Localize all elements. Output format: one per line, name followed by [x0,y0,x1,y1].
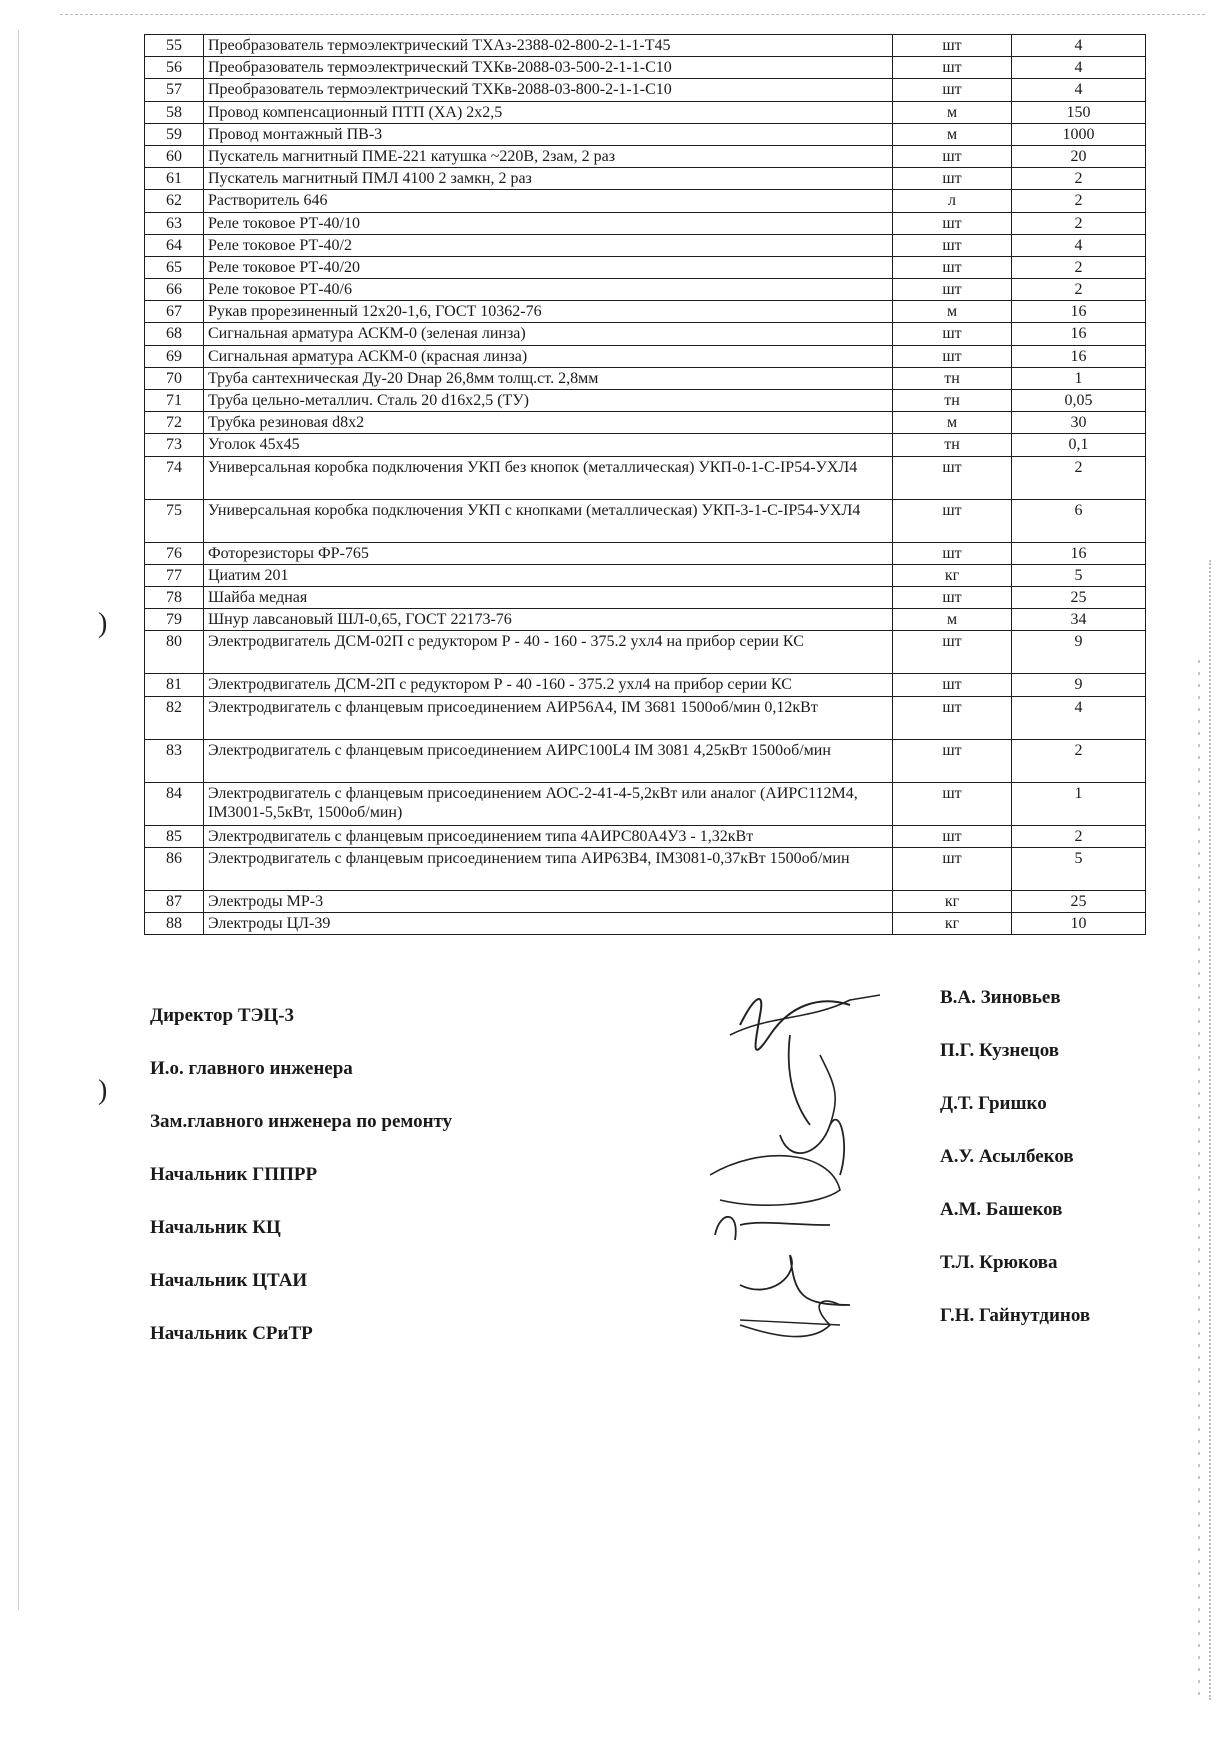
item-name: Электродвигатель с фланцевым присоединением типа АИР63В4, IM3081-0,37кВт 1500об/мин [204,847,893,890]
item-unit: шт [893,825,1012,847]
table-row [145,434,1146,456]
item-name: Фоторезисторы ФР-765 [204,542,893,564]
item-quantity: 16 [1012,323,1146,345]
table-row [145,499,1146,542]
row-number: 83 [145,739,204,782]
table-row [145,912,1146,934]
row-number: 88 [145,912,204,934]
row-number: 75 [145,499,204,542]
signatory-title: Начальник КЦ [150,1217,281,1238]
stray-mark-2: ) [98,1075,108,1106]
item-name: Электродвигатель с фланцевым присоединением АИРС100L4 IM 3081 4,25кВт 1500об/мин [204,739,893,782]
item-unit: шт [893,739,1012,782]
scan-edge-right [1209,560,1211,1700]
signature-row [150,1252,1110,1300]
row-number: 72 [145,412,204,434]
item-unit: шт [893,847,1012,890]
row-number: 60 [145,145,204,167]
item-name: Шайба медная [204,586,893,608]
item-name: Электродвигатель с фланцевым присоединением АИР56А4, IM 3681 1500об/мин 0,12кВт [204,696,893,739]
signatory-title: Директор ТЭЦ-3 [150,1005,295,1026]
table-row [145,367,1146,389]
item-quantity: 0,05 [1012,390,1146,412]
row-number: 85 [145,825,204,847]
table-row [145,190,1146,212]
item-quantity: 6 [1012,499,1146,542]
item-name: Провод компенсационный ПТП (ХА) 2х2,5 [204,101,893,123]
signatory-title: Начальник ГППРР [150,1164,318,1185]
table-row [145,564,1146,586]
item-quantity: 0,1 [1012,434,1146,456]
item-unit: шт [893,345,1012,367]
item-unit: шт [893,234,1012,256]
item-unit: кг [893,890,1012,912]
item-name: Провод монтажный ПВ-3 [204,123,893,145]
row-number: 56 [145,57,204,79]
row-number: 73 [145,434,204,456]
item-name: Труба сантехническая Ду-20 Dнар 26,8мм толщ.ст. 2,8мм [204,367,893,389]
item-name: Сигнальная арматура АСКМ-0 (зеленая линза) [204,323,893,345]
row-number: 63 [145,212,204,234]
signatory-name: Д.Т. Гришко [940,1093,1047,1114]
item-quantity: 20 [1012,145,1146,167]
row-number: 68 [145,323,204,345]
item-unit: шт [893,542,1012,564]
signatory-name: В.А. Зиновьев [940,987,1061,1008]
item-name: Уголок 45х45 [204,434,893,456]
item-quantity: 2 [1012,190,1146,212]
table-row [145,542,1146,564]
item-quantity: 25 [1012,586,1146,608]
item-unit: шт [893,782,1012,825]
row-number: 77 [145,564,204,586]
item-name: Электродвигатель с фланцевым присоединением типа 4АИРС80А4У3 - 1,32кВт [204,825,893,847]
row-number: 59 [145,123,204,145]
item-quantity: 4 [1012,696,1146,739]
item-name: Электродвигатель ДСМ-02П с редуктором Р - 40 - 160 - 375.2 ухл4 на прибор серии КС [204,631,893,674]
row-number: 66 [145,279,204,301]
table-row [145,390,1146,412]
row-number: 76 [145,542,204,564]
table-row [145,825,1146,847]
signatory-name: Г.Н. Гайнутдинов [940,1305,1091,1326]
signature-row [150,1146,1110,1194]
item-name: Электроды МР-3 [204,890,893,912]
item-name: Шнур лавсановый ШЛ-0,65, ГОСТ 22173-76 [204,609,893,631]
item-unit: шт [893,499,1012,542]
item-name: Растворитель 646 [204,190,893,212]
item-unit: м [893,301,1012,323]
item-name: Рукав прорезиненный 12х20-1,6, ГОСТ 10362-76 [204,301,893,323]
item-name: Пускатель магнитный ПМЛ 4100 2 замкн, 2 раз [204,168,893,190]
item-quantity: 5 [1012,564,1146,586]
table-row [145,631,1146,674]
item-unit: кг [893,564,1012,586]
table-row [145,79,1146,101]
item-name: Преобразователь термоэлектрический ТХКв-2088-03-800-2-1-1-С10 [204,79,893,101]
row-number: 65 [145,256,204,278]
row-number: 81 [145,674,204,696]
signatory-title: Зам.главного инженера по ремонту [150,1111,453,1132]
signature-row [150,1199,1110,1247]
item-name: Преобразователь термоэлектрический ТХАз-2388-02-800-2-1-1-Т45 [204,35,893,57]
row-number: 55 [145,35,204,57]
item-unit: шт [893,279,1012,301]
item-name: Трубка резиновая d8х2 [204,412,893,434]
item-name: Труба цельно-металлич. Сталь 20 d16х2,5 (ТУ) [204,390,893,412]
signature-row [150,1305,1110,1353]
table-row [145,456,1146,499]
table-row [145,35,1146,57]
item-name: Реле токовое РТ-40/2 [204,234,893,256]
signatory-name: А.М. Башеков [940,1199,1063,1220]
item-unit: шт [893,323,1012,345]
item-quantity: 1000 [1012,123,1146,145]
row-number: 71 [145,390,204,412]
item-unit: тн [893,390,1012,412]
item-quantity: 1 [1012,782,1146,825]
stray-mark-1: ) [98,608,108,639]
item-quantity: 2 [1012,168,1146,190]
row-number: 67 [145,301,204,323]
item-quantity: 34 [1012,609,1146,631]
item-unit: тн [893,434,1012,456]
item-unit: шт [893,35,1012,57]
item-unit: шт [893,145,1012,167]
signature-row [150,987,1110,1035]
item-unit: л [893,190,1012,212]
table-row [145,345,1146,367]
item-name: Электродвигатель ДСМ-2П с редуктором Р - 40 -160 - 375.2 ухл4 на прибор серии КС [204,674,893,696]
item-quantity: 16 [1012,542,1146,564]
item-name: Реле токовое РТ-40/20 [204,256,893,278]
item-unit: шт [893,57,1012,79]
row-number: 70 [145,367,204,389]
item-quantity: 2 [1012,456,1146,499]
row-number: 80 [145,631,204,674]
table-row [145,782,1146,825]
item-quantity: 4 [1012,35,1146,57]
row-number: 57 [145,79,204,101]
table-row [145,847,1146,890]
table-row [145,101,1146,123]
table-row [145,696,1146,739]
table-row [145,412,1146,434]
item-quantity: 16 [1012,345,1146,367]
row-number: 64 [145,234,204,256]
signature-row [150,1040,1110,1088]
signatory-name: А.У. Асылбеков [940,1146,1074,1167]
scan-edge-top [60,14,1205,15]
scan-noise-dots [1195,660,1203,1700]
item-name: Циатим 201 [204,564,893,586]
table-row [145,301,1146,323]
row-number: 82 [145,696,204,739]
item-unit: кг [893,912,1012,934]
table-row [145,145,1146,167]
item-quantity: 4 [1012,79,1146,101]
row-number: 78 [145,586,204,608]
item-unit: тн [893,367,1012,389]
signatory-title: И.о. главного инженера [150,1058,353,1079]
item-quantity: 25 [1012,890,1146,912]
item-name: Пускатель магнитный ПМЕ-221 катушка ~220В, 2зам, 2 раз [204,145,893,167]
item-name: Электроды ЦЛ-39 [204,912,893,934]
row-number: 62 [145,190,204,212]
row-number: 69 [145,345,204,367]
item-name: Реле токовое РТ-40/6 [204,279,893,301]
item-quantity: 16 [1012,301,1146,323]
item-quantity: 9 [1012,674,1146,696]
row-number: 79 [145,609,204,631]
item-unit: м [893,101,1012,123]
table-row [145,609,1146,631]
item-name: Электродвигатель с фланцевым присоединением АОС-2-41-4-5,2кВт или аналог (АИРС112М4, IM3001-5,5кВт, 1500об/мин) [204,782,893,825]
table-row [145,168,1146,190]
item-quantity: 1 [1012,367,1146,389]
item-unit: шт [893,631,1012,674]
item-unit: м [893,609,1012,631]
item-quantity: 2 [1012,739,1146,782]
signature-row [150,1093,1110,1141]
item-name: Преобразователь термоэлектрический ТХКв-2088-03-500-2-1-1-С10 [204,57,893,79]
item-name: Реле токовое РТ-40/10 [204,212,893,234]
row-number: 86 [145,847,204,890]
item-name: Универсальная коробка подключения УКП без кнопок (металлическая) УКП-0-1-С-IP54-УХЛ4 [204,456,893,499]
table-row [145,739,1146,782]
item-unit: шт [893,674,1012,696]
item-unit: шт [893,696,1012,739]
row-number: 61 [145,168,204,190]
item-quantity: 4 [1012,234,1146,256]
item-quantity: 9 [1012,631,1146,674]
item-quantity: 10 [1012,912,1146,934]
row-number: 58 [145,101,204,123]
item-quantity: 2 [1012,212,1146,234]
table-row [145,279,1146,301]
signatory-name: Т.Л. Крюкова [940,1252,1058,1273]
item-quantity: 2 [1012,825,1146,847]
item-unit: м [893,412,1012,434]
table-row [145,256,1146,278]
signatory-title: Начальник ЦТАИ [150,1270,308,1291]
item-quantity: 2 [1012,256,1146,278]
signatory-title: Начальник СРиТР [150,1323,313,1344]
item-unit: шт [893,586,1012,608]
signatory-name: П.Г. Кузнецов [940,1040,1060,1061]
item-quantity: 4 [1012,57,1146,79]
item-name: Универсальная коробка подключения УКП с кнопками (металлическая) УКП-3-1-С-IP54-УХЛ4 [204,499,893,542]
table-row [145,57,1146,79]
item-quantity: 150 [1012,101,1146,123]
table-row [145,586,1146,608]
item-unit: шт [893,212,1012,234]
item-unit: шт [893,168,1012,190]
row-number: 74 [145,456,204,499]
table-row [145,123,1146,145]
table-row [145,890,1146,912]
signature-block [150,987,1110,1385]
item-unit: м [893,123,1012,145]
row-number: 87 [145,890,204,912]
item-unit: шт [893,79,1012,101]
item-quantity: 30 [1012,412,1146,434]
scan-edge-left [18,30,19,1610]
table-row [145,234,1146,256]
table-row [145,674,1146,696]
table-row [145,323,1146,345]
item-quantity: 2 [1012,279,1146,301]
item-quantity: 5 [1012,847,1146,890]
item-unit: шт [893,456,1012,499]
item-unit: шт [893,256,1012,278]
items-table [144,34,1146,935]
row-number: 84 [145,782,204,825]
table-row [145,212,1146,234]
item-name: Сигнальная арматура АСКМ-0 (красная линза) [204,345,893,367]
